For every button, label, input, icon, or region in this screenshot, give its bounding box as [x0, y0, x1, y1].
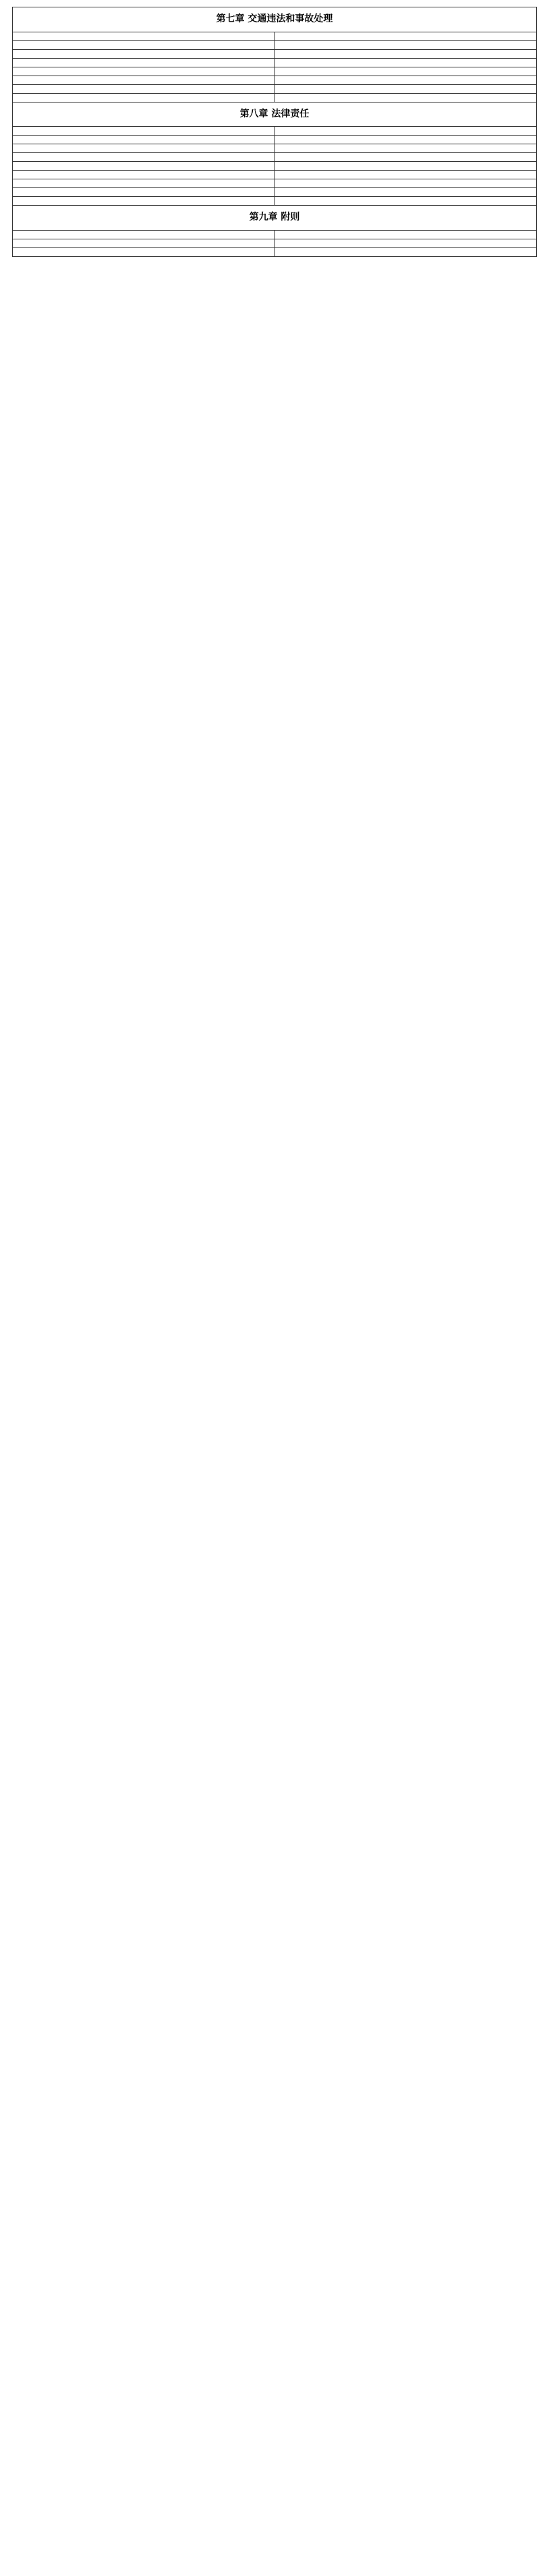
- comparison-row: [13, 84, 537, 93]
- comparison-table-body: [13, 7, 537, 257]
- chapter-header-row: [13, 206, 537, 231]
- revised-text-cell: [274, 197, 537, 206]
- revised-text-cell: [274, 76, 537, 84]
- original-text-cell: [13, 127, 275, 136]
- comparison-row: [13, 127, 537, 136]
- revised-text-cell: [274, 58, 537, 67]
- original-text-cell: [13, 84, 275, 93]
- original-text-cell: [13, 171, 275, 179]
- comparison-row: [13, 32, 537, 40]
- original-text-cell: [13, 67, 275, 76]
- revised-text-cell: [274, 40, 537, 49]
- revised-text-cell: [274, 153, 537, 162]
- comparison-row: [13, 239, 537, 248]
- chapter-title: 第七章 交通违法和事故处理: [13, 7, 537, 32]
- original-text-cell: [13, 93, 275, 102]
- original-text-cell: [13, 179, 275, 188]
- comparison-row: [13, 40, 537, 49]
- comparison-row: [13, 153, 537, 162]
- comparison-row: [13, 76, 537, 84]
- original-text-cell: [13, 153, 275, 162]
- comparison-row: [13, 136, 537, 144]
- original-text-cell: [13, 136, 275, 144]
- original-text-cell: [13, 49, 275, 58]
- revised-text-cell: [274, 127, 537, 136]
- revised-text-cell: [274, 162, 537, 171]
- original-text-cell: [13, 231, 275, 239]
- comparison-row: [13, 231, 537, 239]
- revised-text-cell: [274, 239, 537, 248]
- revised-text-cell: [274, 231, 537, 239]
- revised-text-cell: [274, 144, 537, 153]
- revised-text-cell: [274, 49, 537, 58]
- comparison-table: [12, 7, 537, 257]
- original-text-cell: [13, 188, 275, 197]
- original-text-cell: [13, 76, 275, 84]
- chapter-title: 第九章 附则: [13, 206, 537, 231]
- original-text-cell: [13, 144, 275, 153]
- comparison-row: [13, 58, 537, 67]
- comparison-row: [13, 248, 537, 257]
- chapter-title: 第八章 法律责任: [13, 102, 537, 127]
- revised-text-cell: [274, 84, 537, 93]
- comparison-row: [13, 171, 537, 179]
- revised-text-cell: [274, 171, 537, 179]
- comparison-row: [13, 162, 537, 171]
- original-text-cell: [13, 58, 275, 67]
- revised-text-cell: [274, 93, 537, 102]
- chapter-header-row: [13, 102, 537, 127]
- original-text-cell: [13, 40, 275, 49]
- revised-text-cell: [274, 188, 537, 197]
- revised-text-cell: [274, 136, 537, 144]
- comparison-row: [13, 188, 537, 197]
- chapter-header-row: [13, 7, 537, 32]
- revised-text-cell: [274, 67, 537, 76]
- original-text-cell: [13, 197, 275, 206]
- revised-text-cell: [274, 32, 537, 40]
- original-text-cell: [13, 32, 275, 40]
- original-text-cell: [13, 248, 275, 257]
- comparison-row: [13, 49, 537, 58]
- comparison-row: [13, 179, 537, 188]
- original-text-cell: [13, 239, 275, 248]
- revised-text-cell: [274, 179, 537, 188]
- comparison-row: [13, 144, 537, 153]
- revised-text-cell: [274, 248, 537, 257]
- original-text-cell: [13, 162, 275, 171]
- comparison-row: [13, 67, 537, 76]
- comparison-row: [13, 93, 537, 102]
- comparison-row: [13, 197, 537, 206]
